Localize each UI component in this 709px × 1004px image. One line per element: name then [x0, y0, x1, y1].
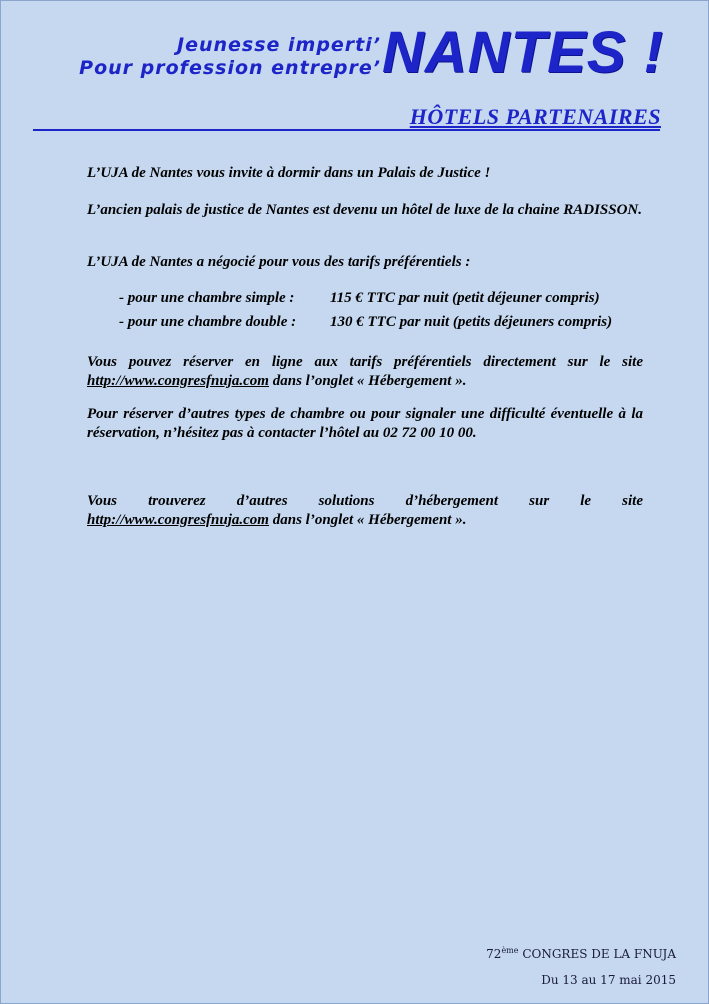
contact-hotel-paragraph: Pour réserver d’autres types de chambre ou pour signaler une difficulté éventuelle à la réservation, n’hésitez pas à contacter l’hôtel au 02 72 00 10 00. — [87, 406, 643, 441]
other-solutions-text: Vous trouverez d’autres solutions d’hébergement sur le site — [87, 493, 643, 509]
header-city-title: NANTES ! — [382, 20, 664, 85]
rate-label: - pour une chambre double : — [119, 314, 297, 330]
edition-suffix: ème — [501, 946, 519, 955]
footer-dates: Du 13 au 17 mai 2015 — [541, 973, 676, 987]
title-underline-rule — [33, 129, 660, 131]
online-booking-paragraph — [87, 353, 643, 391]
intro-paragraph: L’UJA de Nantes vous invite à dormir dans un Palais de Justice ! — [87, 165, 491, 181]
footer-congress — [486, 946, 676, 961]
congress-name: CONGRES DE LA FNUJA — [518, 947, 676, 961]
other-solutions-paragraph — [87, 492, 643, 530]
rate-value: 130 € TTC par nuit (petits déjeuners compris) — [330, 314, 613, 330]
rate-value: 115 € TTC par nuit (petit déjeuner compris) — [330, 290, 600, 306]
other-solutions-text-tail: dans l’onglet « Hébergement ». — [268, 512, 467, 528]
rate-label: - pour une chambre simple : — [119, 290, 295, 306]
hotel-description-paragraph: L’ancien palais de justice de Nantes est devenu un hôtel de luxe de la chaine RADISSON. — [87, 202, 643, 218]
booking-text-tail: dans l’onglet « Hébergement ». — [268, 373, 467, 389]
edition-number: 72 — [486, 947, 502, 961]
congress-website-link-2[interactable]: http://www.congresfnuja.com — [87, 512, 269, 528]
section-title: HÔTELS PARTENAIRES — [409, 104, 661, 129]
congress-website-link[interactable]: http://www.congresfnuja.com — [87, 373, 269, 389]
header-tagline-line2: Pour profession entrepre’ — [79, 57, 381, 79]
header-tagline-line1: Jeunesse imperti’ — [177, 34, 381, 56]
booking-text: Vous pouvez réserver en ligne aux tarifs préférentiels directement sur le site — [87, 354, 643, 370]
negotiated-rates-paragraph: L’UJA de Nantes a négocié pour vous des tarifs préférentiels : — [87, 254, 471, 270]
